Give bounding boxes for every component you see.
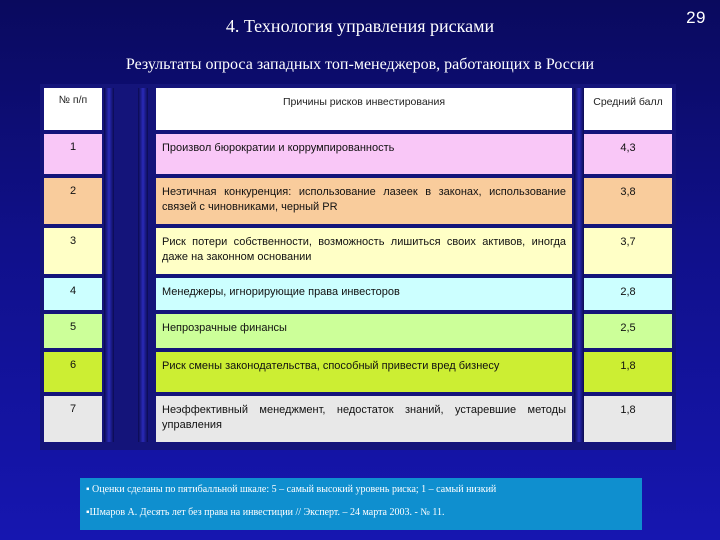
bullet-icon: ▪	[86, 484, 90, 495]
footnote-box	[80, 478, 642, 530]
row-reason: Риск потери собственности, возможность лишиться своих активов, иногда даже на законном основании	[156, 228, 572, 274]
row-num: 5	[44, 314, 102, 348]
slide-subtitle: Результаты опроса западных топ-менеджеров, работающих в России	[125, 56, 595, 73]
bullet-icon: ▪	[86, 507, 90, 518]
row-num: 1	[44, 134, 102, 174]
header-reason: Причины рисков инвестирования	[156, 88, 572, 130]
row-reason: Непрозрачные финансы	[156, 314, 572, 348]
row-score: 1,8	[584, 352, 672, 392]
header-score: Средний балл	[584, 88, 672, 130]
row-score: 2,5	[584, 314, 672, 348]
row-reason: Менеджеры, игнорирующие права инвесторов	[156, 278, 572, 310]
header-num: № п/п	[44, 88, 102, 130]
row-score: 4,3	[584, 134, 672, 174]
footnote-source: Шмаров А. Десять лет без права на инвестиции // Эксперт. – 24 марта 2003. - № 11.	[89, 507, 445, 518]
column-divider	[104, 88, 114, 442]
row-reason: Неэффективный менеджмент, недостаток знаний, устаревшие методы управления	[156, 396, 572, 442]
footnote-scale: Оценки сделаны по пятибалльной шкале: 5 – самый высокий уровень риска; 1 – самый низкий	[92, 484, 497, 495]
row-reason: Риск смены законодательства, способный привести вред бизнесу	[156, 352, 572, 392]
row-score: 3,8	[584, 178, 672, 224]
column-divider	[138, 88, 148, 442]
row-num: 6	[44, 352, 102, 392]
row-score: 2,8	[584, 278, 672, 310]
row-reason: Произвол бюрократии и коррумпированность	[156, 134, 572, 174]
column-divider	[574, 88, 584, 442]
slide-number: 29	[686, 8, 706, 27]
row-reason: Неэтичная конкуренция: использование лазеек в законах, использование связей с чиновниками, черный PR	[156, 178, 572, 224]
risk-table	[40, 84, 676, 450]
row-score: 1,8	[584, 396, 672, 442]
row-num: 3	[44, 228, 102, 274]
row-score: 3,7	[584, 228, 672, 274]
row-num: 7	[44, 396, 102, 442]
slide-title: 4. Технология управления рисками	[225, 16, 495, 36]
row-num: 2	[44, 178, 102, 224]
row-num: 4	[44, 278, 102, 310]
